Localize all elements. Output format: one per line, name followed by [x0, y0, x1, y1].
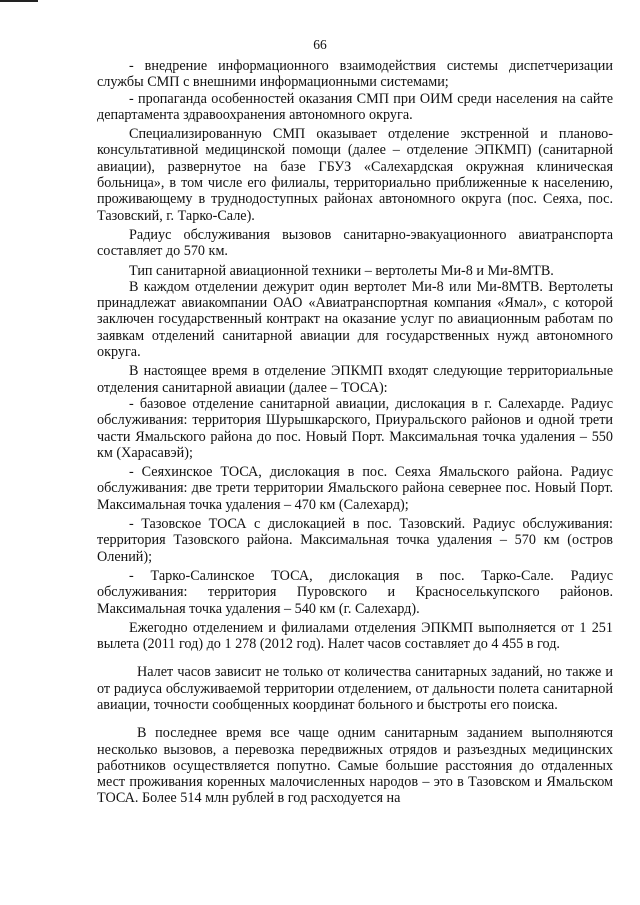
paragraph-2: - пропаганда особенностей оказания СМП при ОИМ среди населения на сайте департамента здравоохранения автономного округа.: [97, 90, 613, 123]
paragraph-8: - базовое отделение санитарной авиации, дислокация в г. Салехарде. Радиус обслуживания: территория Шурышкарского, Приуральского районов и одной трети части Ямальского района до пос. Новый Порт. Максимальная точка удаления – 550 км (Харасавэй);: [97, 395, 613, 461]
paragraph-13: Налет часов зависит не только от количества санитарных заданий, но также и от радиуса обслуживаемой территории отделением, от дальности полета санитарной авиации, точности сообщенных координат больного и быстроты его поиска.: [97, 664, 613, 713]
paragraph-4: Радиус обслуживания вызовов санитарно-эвакуационного авиатранспорта составляет до 570 км.: [97, 226, 613, 260]
page-number: 66: [313, 37, 327, 52]
paragraph-7: В настоящее время в отделение ЭПКМП входят следующие территориальные отделения санитарной авиации (далее – ТОСА):: [97, 363, 613, 396]
paragraph-11: - Тарко-Салинское ТОСА, дислокация в пос. Тарко-Сале. Радиус обслуживания: территория Пуровского и Красноселькупского районов. Максимальная точка удаления – 540 км (г. Салехард).: [97, 567, 613, 617]
paragraph-14: В последнее время все чаще одним санитарным заданием выполняются несколько вызовов, а перевозка передвижных отрядов и разъездных медицинских работников осуществляется попутно. Самые большие расстояния до отдаленных мест проживания коренных малочисленных народов – это в Тазовском и Ямальском ТОСА. Более 514 млн рублей в год расходуется на: [97, 725, 613, 807]
paragraph-6: В каждом отделении дежурит один вертолет Ми-8 или Ми-8МТВ. Вертолеты принадлежат авиакомпании ОАО «Авиатранспортная компания «Ямал», с которой заключен государственный контракт на оказание услуг по авиационным работам по заявкам отделений санитарной авиации для государственных нужд автономного округа.: [97, 278, 613, 361]
corner-mark: [0, 0, 38, 2]
paragraph-5: Тип санитарной авиационной техники – вертолеты Ми-8 и Ми-8МТВ.: [129, 262, 554, 279]
paragraph-9: - Сеяхинское ТОСА, дислокация в пос. Сеяха Ямальского района. Радиус обслуживания: две трети территории Ямальского района севернее пос. Новый Порт. Максимальная точка удаления – 470 км (Салехард);: [97, 464, 613, 513]
paragraph-12: Ежегодно отделением и филиалами отделения ЭПКМП выполняется от 1 251 вылета (2011 год) до 1 278 (2012 год). Налет часов составляет до 4 455 в год.: [97, 619, 613, 653]
paragraph-1: - внедрение информационного взаимодействия системы диспетчеризации службы СМП с внешними информационными системами;: [97, 58, 613, 91]
paragraph-3: Специализированную СМП оказывает отделение экстренной и планово-консультативной медицинской помощи (далее – отделение ЭПКМП) (санитарной авиации), развернутое на базе ГБУЗ «Салехардская окружная клиническая больница», в том числе его филиалы, территориально приближенные к населению, проживающему в труднодоступных районах автономного округа (пос. Сеяха, пос. Тазовский, г. Тарко-Сале).: [97, 126, 613, 224]
document-body: [97, 58, 613, 807]
paragraph-10: - Тазовское ТОСА с дислокацией в пос. Тазовский. Радиус обслуживания: территория Тазовского района. Максимальная точка удаления – 570 км (остров Олений);: [97, 516, 613, 565]
